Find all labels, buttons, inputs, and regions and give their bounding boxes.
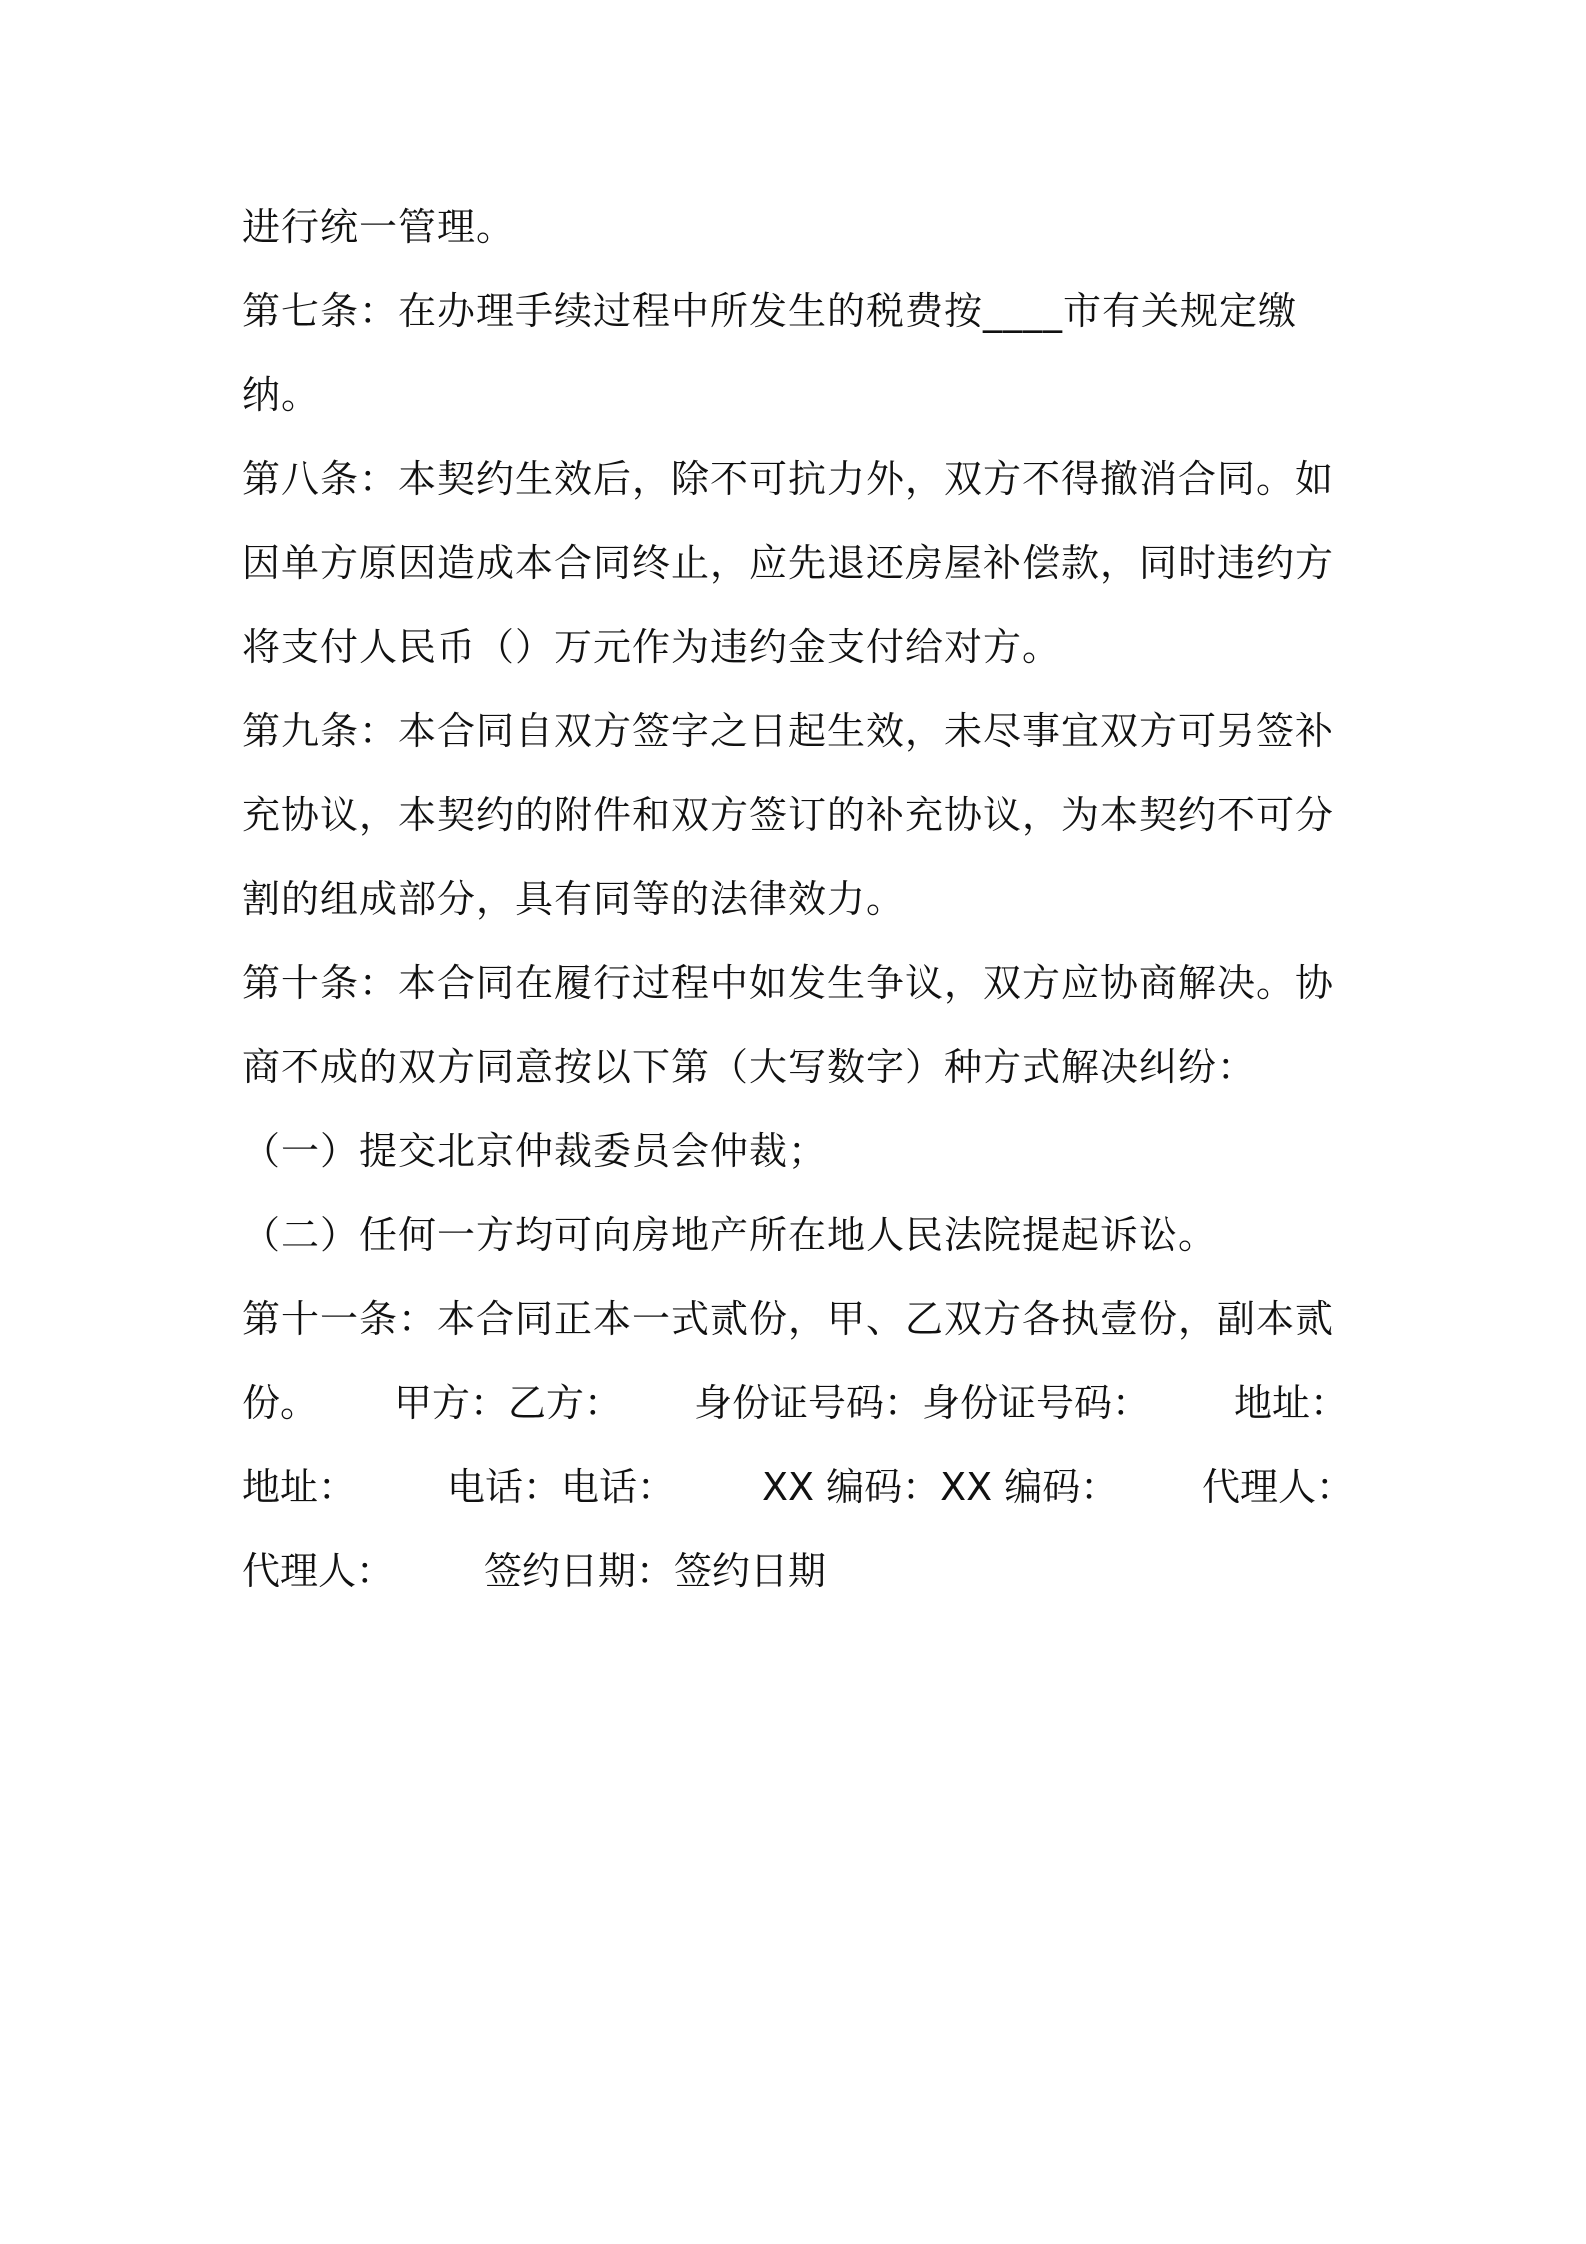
signature-cell: 甲方：乙方： bbox=[394, 1381, 623, 1425]
signature-cell: 代理人： bbox=[1202, 1465, 1355, 1509]
article-10-option-2: （二）任何一方均可向房地产所在地人民法院提起诉讼。 bbox=[242, 1213, 1218, 1257]
signature-cell: XX 编码：XX 编码： bbox=[762, 1465, 1119, 1509]
article-9-line-2: 充协议，本契约的附件和双方签订的补充协议，为本契约不可分 bbox=[242, 793, 1335, 837]
signature-cell: 电话：电话： bbox=[447, 1465, 676, 1509]
signature-cell: 地址： bbox=[1234, 1381, 1349, 1425]
article-9-line-1: 第九条：本合同自双方签字之日起生效，未尽事宜双方可另签补 bbox=[242, 709, 1335, 753]
signature-cell: 份。 bbox=[242, 1381, 319, 1425]
article-8-line-3: 将支付人民币（）万元作为违约金支付给对方。 bbox=[242, 625, 1062, 669]
signature-row bbox=[242, 1546, 1352, 1596]
signature-cell: 身份证号码：身份证号码： bbox=[694, 1381, 1151, 1425]
article-8-line-2: 因单方原因造成本合同终止，应先退还房屋补偿款，同时违约方 bbox=[242, 541, 1335, 585]
article-9-line-3: 割的组成部分，具有同等的法律效力。 bbox=[242, 877, 906, 921]
signature-row bbox=[242, 1378, 1352, 1428]
article-10-line-1: 第十条：本合同在履行过程中如发生争议，双方应协商解决。协 bbox=[242, 961, 1335, 1005]
article-11-line-1: 第十一条：本合同正本一式贰份，甲、乙双方各执壹份，副本贰 bbox=[242, 1297, 1335, 1341]
article-10-option-1: （一）提交北京仲裁委员会仲裁； bbox=[242, 1129, 828, 1173]
article-10-line-2: 商不成的双方同意按以下第（大写数字）种方式解决纠纷： bbox=[242, 1045, 1257, 1089]
text-line: 进行统一管理。 bbox=[242, 205, 516, 249]
signature-cell: 地址： bbox=[242, 1465, 357, 1509]
article-8-line-1: 第八条：本契约生效后，除不可抗力外，双方不得撤消合同。如 bbox=[242, 457, 1335, 501]
signature-row bbox=[242, 1462, 1355, 1512]
article-7-line-2: 纳。 bbox=[242, 373, 321, 417]
signature-cell: 签约日期：签约日期 bbox=[484, 1549, 827, 1593]
signature-cell: 代理人： bbox=[242, 1549, 395, 1593]
article-7-line-1: 第七条：在办理手续过程中所发生的税费按____市有关规定缴 bbox=[242, 289, 1298, 333]
